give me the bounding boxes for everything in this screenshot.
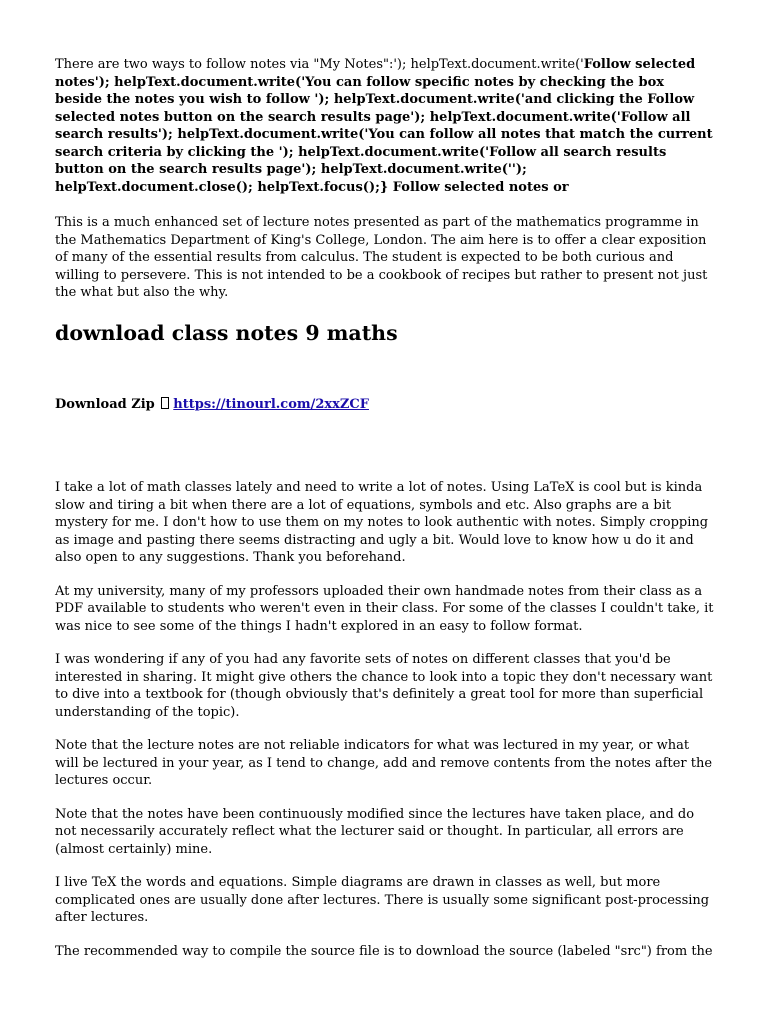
body-paragraph: I take a lot of math classes lately and need to write a lot of notes. Using LaTeX is cool but is kinda slow and tiring a bit when there are a lot of equations, symbols and etc. Also graphs are a bit mystery for me. I don't how to use them on my notes to look authentic with notes. Simply cropping as image and pasting there seems distracting and ugly a bit. Would love to know how u do it and also open to any suggestions. Thank you beforehand. — [55, 480, 709, 565]
intro-normal-text: There are two ways to follow notes via "My Notes":'); helpText.document.write(' — [55, 57, 584, 72]
download-link[interactable]: https://tinourl.com/2xxZCF — [173, 396, 369, 412]
body-paragraph: I was wondering if any of you had any favorite sets of notes on different classes that you'd be interested in sharing. It might give others the chance to look into a topic they don't necessary want to dive into a textbook for (though obviously that's definitely a great tool for more than superficial understanding of the topic). — [55, 652, 713, 720]
body-paragraph: I live TeX the words and equations. Simple diagrams are drawn in classes as well, but more complicated ones are usually done after lectures. There is usually some significant post-processing after lectures. — [55, 875, 710, 925]
missing-glyph-icon — [161, 397, 169, 409]
description-paragraph: This is a much enhanced set of lecture notes presented as part of the mathematics programme in the Mathematics Department of King's College, London. The aim here is to offer a clear exposition of many of the essential results from calculus. The student is expected to be both curious and willing to persevere. This is not intended to be a cookbook of recipes but rather to present not just the what but also the why. — [55, 215, 708, 300]
body-paragraph: At my university, many of my professors uploaded their own handmade notes from their class as a PDF available to students who weren't even in their class. For some of the classes I couldn't take, it was nice to see some of the things I hadn't explored in an easy to follow format. — [55, 583, 714, 634]
body-paragraph: The recommended way to compile the source file is to download the source (labeled "src") from the — [55, 943, 713, 959]
download-label: Download Zip — [55, 396, 155, 412]
page-title: download class notes 9 maths — [55, 320, 398, 345]
intro-bold-text: Follow selected notes'); helpText.document.write('You can follow specific notes by checking the box beside the notes you wish to follow '); helpText.document.write('and clicking the Follow selected notes button on the search results page'); helpText.document.write('Follow all search results'); helpText.document.write('You can follow all notes that match the current search criteria by clicking the '); helpText.document.write('Follow all search results button on the search results page'); helpText.document.write(''); helpText.document.close(); helpText.focus();} Follow selected notes or — [55, 57, 713, 195]
download-line — [55, 396, 715, 414]
intro-paragraph — [55, 56, 715, 196]
body-paragraph: Note that the lecture notes are not reliable indicators for what was lectured in my year, or what will be lectured in your year, as I tend to change, add and remove contents from the notes after the lectures occur. — [55, 738, 713, 788]
body-paragraph: Note that the notes have been continuously modified since the lectures have taken place, and do not necessarily accurately reflect what the lecturer said or thought. In particular, all errors are (almost certainly) mine. — [55, 806, 695, 857]
body-content — [55, 479, 715, 960]
